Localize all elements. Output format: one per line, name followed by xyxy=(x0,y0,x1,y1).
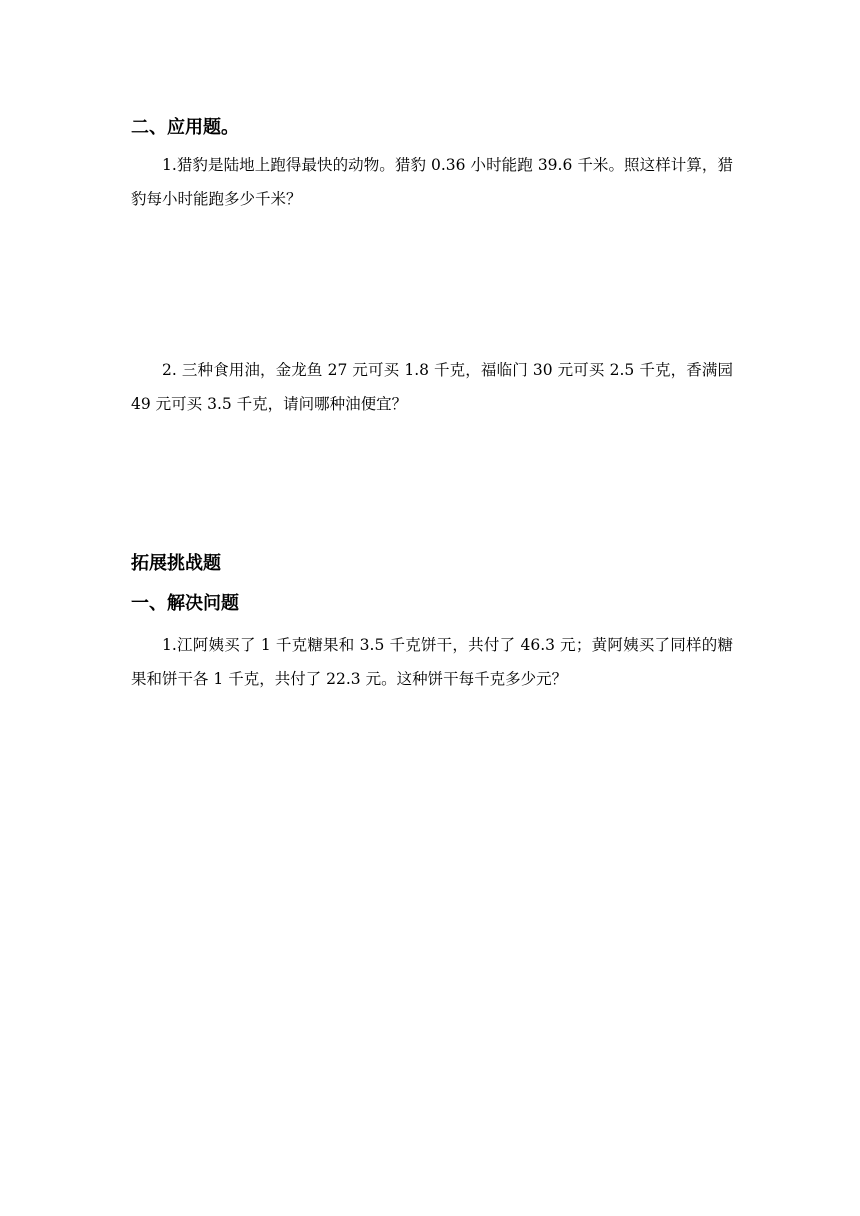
extension-question-1: 1.江阿姨买了 1 千克糖果和 3.5 千克饼干，共付了 46.3 元；黄阿姨买了同样的糖果和饼干各 1 千克，共付了 22.3 元。这种饼干每千克多少元？ xyxy=(131,636,733,688)
application-question-1: 1.猎豹是陆地上跑得最快的动物。猎豹 0.36 小时能跑 39.6 千米。照这样计算，猎豹每小时能跑多少千米？ xyxy=(131,156,733,208)
application-section-heading: 二、应用题。 xyxy=(131,117,239,138)
application-question-2: 2. 三种食用油，金龙鱼 27 元可买 1.8 千克，福临门 30 元可买 2.5 千克，香满园 49 元可买 3.5 千克，请问哪种油便宜？ xyxy=(131,361,733,413)
extension-subheading: 一、解决问题 xyxy=(131,593,239,614)
extension-section-title: 拓展挑战题 xyxy=(131,553,221,574)
